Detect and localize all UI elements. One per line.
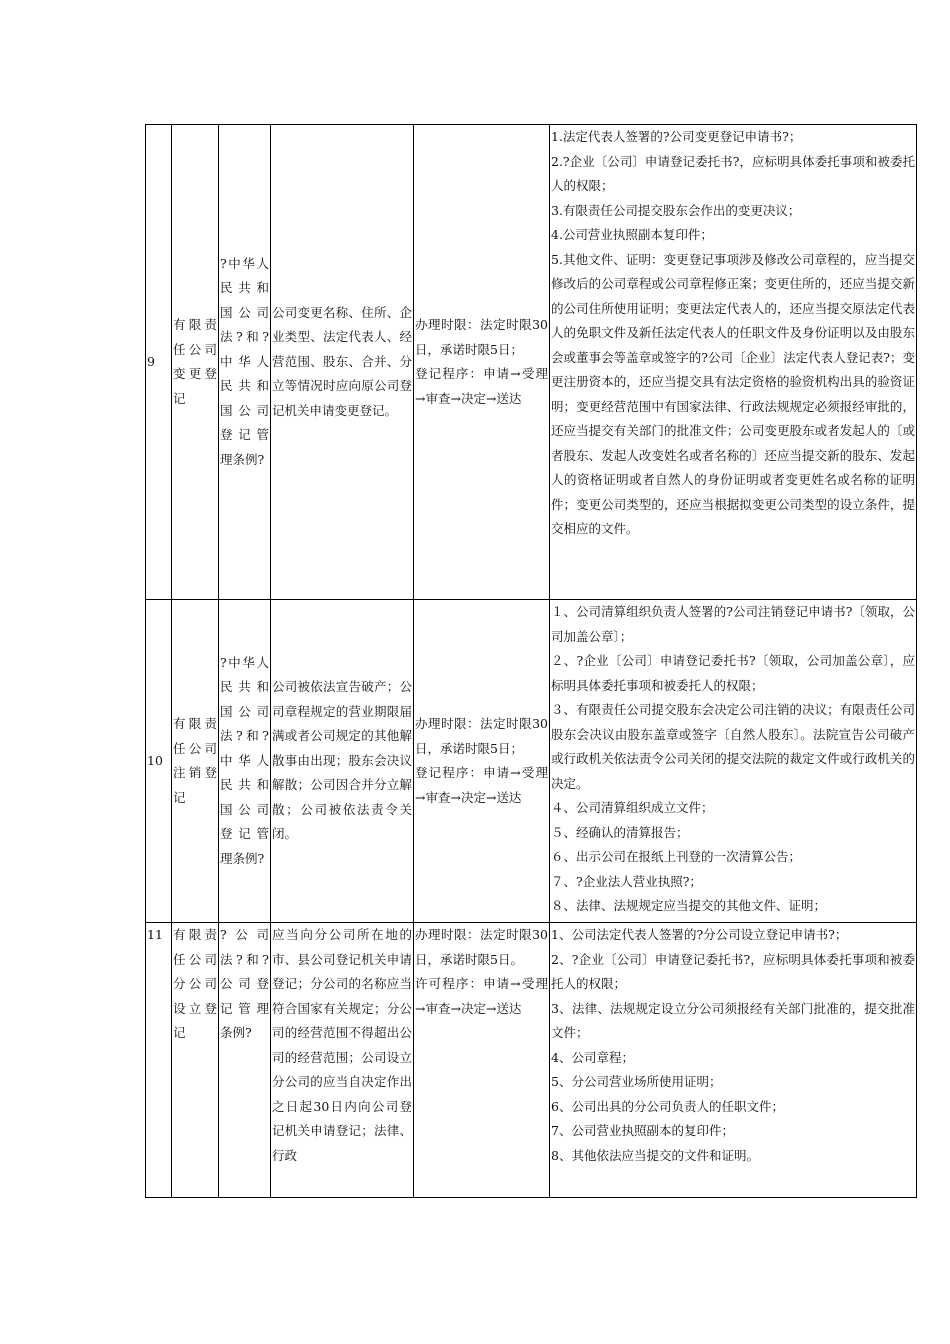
time-limit: 办理时限：法定时限30日，承诺时限5日。 — [415, 927, 548, 967]
material-item: 4.公司营业执照副本复印件； — [551, 227, 713, 242]
material-item: 5.其他文件、证明：变更登记事项涉及修改公司章程的，应当提交修改后的公司章程或公司章程修正案；变更住所的，还应当提交新的公司住所使用证明；变更法定代表人的，还应当提交原法定代表人的免职文件及新任法定代表人的任职文件及身份证明以及由股东会或董事会等盖章或签字的?公司〔企业〕法定代表人登记表?；变更注册资本的，还应当提交具有法定资格的验资机构出具的验资证明；变更经营范围中有国家法律、行政法规规定必须报经审批的，还应当提交有关部门的批准文件；公司变更股东或者发起人的〔或者股东、发起人改变姓名或者名称的〕还应当提交新的股东、发起人的资格证明或者自然人的身份证明或者变更姓名或名称的证明件；变更公司类型的，还应当根据拟变更公司类型的设立条件，提交相应的文件。 — [551, 251, 915, 536]
material-item: １、公司清算组织负责人签署的?公司注销登记申请书?〔领取，公司加盖公章〕； — [551, 604, 915, 644]
time-limit: 办理时限：法定时限30日，承诺时限5日； — [415, 716, 548, 756]
table-row — [146, 600, 917, 923]
material-item: ７、?企业法人营业执照?； — [551, 873, 702, 889]
row-number: 11 — [146, 923, 172, 1198]
material-item: 8、其他依法应当提交的文件和证明。 — [551, 1147, 759, 1163]
item-name: 有限责任公司变更登记 — [172, 125, 219, 600]
required-materials — [550, 600, 917, 923]
procedure: 登记程序：申请→受理→审查→决定→送达 — [415, 765, 548, 805]
legal-basis: ?中华人民共和国公司法?和?中华人民共和国公司登记管理条例? — [219, 600, 271, 923]
table-row — [146, 923, 917, 1198]
table-row — [146, 125, 917, 600]
time-and-procedure — [414, 923, 550, 1198]
time-limit: 办理时限：法定时限30日，承诺时限5日； — [415, 317, 548, 357]
procedure-table — [145, 124, 917, 1198]
material-item: ２、?企业〔公司〕申请登记委托书?〔领取，公司加盖公章〕，应标明具体委托事项和被委托人的权限； — [551, 653, 915, 693]
material-item: 2.?企业〔公司〕申请登记委托书?，应标明具体委托事项和被委托人的权限； — [551, 153, 915, 193]
item-name: 有限责任公司注销登记 — [172, 600, 219, 923]
material-item: 5、分公司营业场所使用证明； — [551, 1074, 722, 1089]
application-conditions: 应当向分公司所在地的市、县公司登记机关申请登记；分公司的名称应当符合国家有关规定；分公司的经营范围不得超出公司的经营范围；公司设立分公司的应当自决定作出之日起30日内向公司登记机关申请登记；法律、行政 — [271, 923, 414, 1198]
material-item: 2、?企业〔公司〕申请登记委托书?，应标明具体委托事项和被委托人的权限； — [551, 951, 915, 991]
row-number: 9 — [146, 125, 172, 600]
procedure: 许可程序：申请→受理→审查→决定→送达 — [415, 976, 548, 1016]
material-item: 6、公司出具的分公司负责人的任职文件； — [551, 1098, 784, 1114]
material-item: ５、经确认的清算报告； — [551, 824, 689, 840]
material-item: ３、有限责任公司提交股东会决定公司注销的决议；有限责任公司股东会决议由股东盖章或签字〔自然人股东〕。法院宣告公司破产或行政机关依法责令公司关闭的提交法院的裁定文件或行政机关的决定。 — [551, 702, 915, 791]
time-and-procedure — [414, 600, 550, 923]
time-and-procedure — [414, 125, 550, 600]
required-materials — [550, 923, 917, 1198]
material-item: 7、公司营业执照副本的复印件； — [551, 1123, 734, 1138]
required-materials — [550, 125, 917, 600]
material-item: 3、法律、法规规定设立分公司须报经有关部门批准的，提交批准文件； — [551, 1000, 915, 1040]
legal-basis: ?公司法?和?公司登记管理条例? — [219, 923, 271, 1198]
material-item: 1、公司法定代表人签署的?分公司设立登记申请书?； — [551, 927, 848, 942]
application-conditions: 公司被依法宣告破产；公司章程规定的营业期限届满或者公司规定的其他解散事由出现；股东会决议解散；公司因合并分立解散；公司被依法责令关闭。 — [271, 600, 414, 923]
material-item: ８、法律、法规规定应当提交的其他文件、证明； — [551, 898, 827, 913]
material-item: 4、公司章程； — [551, 1049, 634, 1065]
material-item: ４、公司清算组织成立文件； — [551, 800, 714, 815]
material-item: ６、出示公司在报纸上刊登的一次清算公告； — [551, 849, 802, 864]
material-item: 3.有限责任公司提交股东会作出的变更决议； — [551, 202, 801, 218]
procedure: 登记程序：申请→受理→审查→决定→送达 — [415, 366, 548, 406]
row-number: 10 — [146, 600, 172, 923]
item-name: 有限责任公司分公司设立登记 — [172, 923, 219, 1198]
application-conditions: 公司变更名称、住所、企业类型、法定代表人、经营范围、股东、合并、分立等情况时应向原公司登记机关申请变更登记。 — [271, 125, 414, 600]
legal-basis: ?中华人民共和国公司法?和?中华人民共和国公司登记管理条例? — [219, 125, 271, 600]
material-item: 1.法定代表人签署的?公司变更登记申请书?； — [551, 129, 802, 144]
